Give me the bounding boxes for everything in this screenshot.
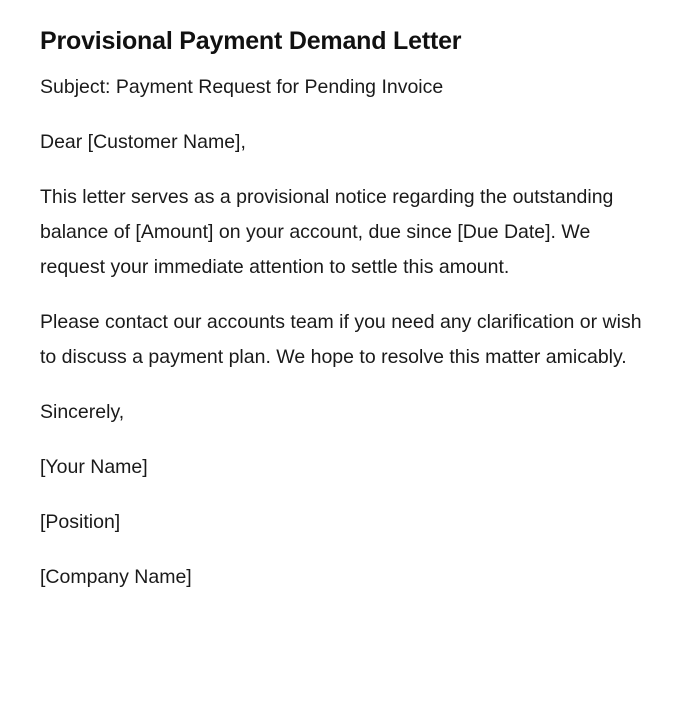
letter-salutation: Dear [Customer Name], [40, 131, 246, 153]
letter-body-paragraph-1: This letter serves as a provisional notice regarding the outstanding balance of [Amount] on your account, due since [Due Date]. We request your immediate attention to settle this amount. [40, 186, 614, 278]
signature-company: [Company Name] [40, 566, 192, 588]
letter-subject: Subject: Payment Request for Pending Invoice [40, 76, 444, 98]
signature-name: [Your Name] [40, 456, 148, 478]
letter-body-paragraph-2: Please contact our accounts team if you need any clarification or wish to discuss a payment plan. We hope to resolve this matter amicably. [40, 311, 642, 368]
signature-position: [Position] [40, 511, 121, 533]
letter-title: Provisional Payment Demand Letter [40, 27, 462, 55]
letter-closing: Sincerely, [40, 401, 125, 423]
